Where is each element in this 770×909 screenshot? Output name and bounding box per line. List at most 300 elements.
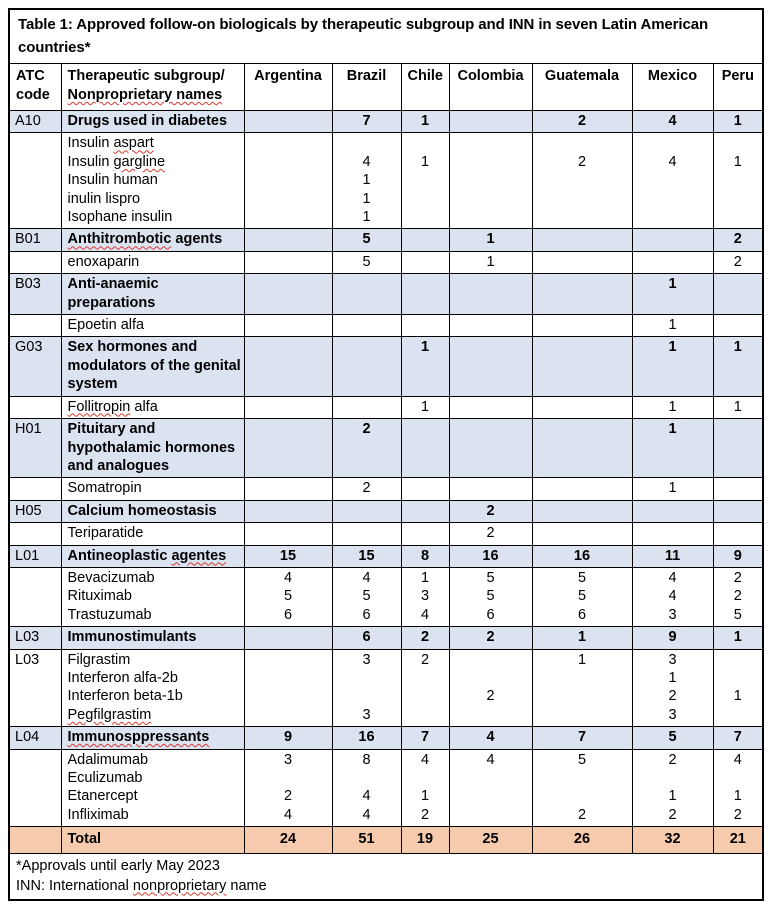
value-line: 2 — [362, 480, 371, 497]
value-cell — [401, 523, 449, 545]
subgroup-name — [68, 275, 238, 293]
atc-code-cell: L03 — [9, 649, 61, 727]
name-cell — [61, 229, 244, 251]
subgroup-name — [68, 502, 238, 520]
subgroup-name — [68, 230, 238, 248]
value-cell: 2 — [449, 500, 532, 522]
atc-code-cell: G03 — [9, 337, 61, 396]
value-cell — [713, 251, 763, 273]
atc-code-cell: L04 — [9, 727, 61, 749]
value-line: 1 — [486, 253, 495, 270]
value-cell: 1 — [632, 274, 713, 315]
inn-name — [68, 398, 238, 416]
value-line — [337, 316, 397, 334]
name-cell — [61, 727, 244, 749]
misspelled-word: Pegfilgrastim — [67, 706, 152, 723]
value-cell — [449, 396, 532, 418]
inn-row — [9, 523, 763, 545]
value-line — [249, 669, 328, 687]
value-cell — [713, 649, 763, 727]
name-cell — [61, 419, 244, 478]
footnote-inn — [16, 876, 756, 896]
atc-code-cell: H01 — [9, 419, 61, 478]
value-line: 4 — [420, 751, 430, 768]
inn-name — [68, 208, 238, 226]
value-line: 3 — [668, 706, 677, 723]
value-line: 1 — [733, 153, 742, 170]
subgroup-name — [67, 357, 241, 375]
text-segment: Adalimumab — [67, 751, 149, 768]
value-line — [454, 806, 528, 824]
value-line: 1 — [668, 788, 677, 805]
value-line — [537, 669, 628, 687]
value-cell — [449, 567, 532, 626]
value-line — [249, 153, 328, 171]
text-segment: INN: International — [16, 877, 133, 894]
value-line — [249, 769, 328, 787]
subgroup-row — [9, 627, 763, 649]
value-line — [337, 524, 397, 542]
value-cell — [244, 315, 332, 337]
value-line: 4 — [668, 153, 677, 170]
value-line: 5 — [577, 751, 587, 768]
name-cell — [61, 251, 244, 273]
col-header-argentina: Argentina — [244, 64, 332, 111]
value-cell — [449, 749, 532, 827]
value-cell — [632, 649, 713, 727]
value-line: 5 — [362, 588, 371, 605]
text-segment: Bevacizumab — [67, 569, 155, 586]
value-cell — [401, 229, 449, 251]
value-line — [249, 651, 328, 669]
name-cell — [61, 478, 244, 500]
value-cell: 2 — [713, 229, 763, 251]
value-line — [454, 208, 528, 226]
value-line — [406, 769, 445, 787]
value-cell — [244, 523, 332, 545]
value-cell — [713, 478, 763, 500]
value-cell: 7 — [713, 727, 763, 749]
value-line — [537, 134, 628, 152]
value-cell: 1 — [632, 337, 713, 396]
value-line — [718, 134, 759, 152]
value-cell — [713, 396, 763, 418]
value-line — [406, 316, 445, 334]
text-segment: Epoetin alfa — [67, 317, 145, 334]
misspelled-word: Immunosppressants — [67, 729, 210, 746]
value-cell — [244, 111, 332, 133]
value-line: 2 — [420, 651, 430, 668]
subgroup-name — [68, 420, 238, 438]
value-cell — [401, 251, 449, 273]
value-cell — [632, 229, 713, 251]
subgroup-name — [68, 439, 238, 457]
value-cell — [713, 133, 763, 229]
value-cell — [713, 315, 763, 337]
value-line: 1 — [420, 153, 430, 170]
value-line: 8 — [362, 751, 371, 768]
name-cell — [61, 523, 244, 545]
value-cell — [632, 567, 713, 626]
value-cell: 1 — [401, 337, 449, 396]
value-line — [537, 787, 628, 805]
value-line — [406, 687, 445, 705]
value-cell — [401, 478, 449, 500]
value-line — [537, 190, 628, 208]
value-line — [537, 208, 628, 226]
value-line: 4 — [362, 806, 371, 823]
value-line: 5 — [577, 569, 587, 586]
value-line: 6 — [362, 606, 371, 623]
text-segment: Sex hormones and — [67, 339, 198, 356]
inn-name — [68, 190, 238, 208]
value-cell — [713, 500, 763, 522]
value-line: 5 — [486, 588, 495, 605]
value-line — [249, 524, 328, 542]
col-header-brazil: Brazil — [332, 64, 401, 111]
value-line — [454, 787, 528, 805]
name-cell — [61, 133, 244, 229]
value-cell — [713, 274, 763, 315]
value-line: 4 — [283, 569, 293, 586]
value-line — [337, 669, 397, 687]
value-line: 1 — [733, 688, 742, 705]
name-cell — [61, 567, 244, 626]
value-cell — [332, 500, 401, 522]
inn-name — [68, 134, 238, 152]
value-cell: 1 — [532, 627, 632, 649]
value-line: 2 — [668, 688, 677, 705]
value-cell — [401, 419, 449, 478]
subgroup-name — [68, 375, 238, 393]
inn-name — [68, 606, 238, 624]
subgroup-row — [9, 337, 763, 396]
text-segment: Immunostimulants — [67, 629, 197, 646]
inn-name — [68, 479, 238, 497]
value-cell — [332, 274, 401, 315]
value-line: 1 — [733, 398, 742, 415]
value-cell: 7 — [332, 111, 401, 133]
value-line — [406, 253, 445, 271]
value-line — [718, 651, 759, 669]
value-cell — [244, 396, 332, 418]
value-cell — [332, 649, 401, 727]
text-segment: Isophane insulin — [67, 209, 173, 226]
value-line — [249, 190, 328, 208]
value-cell — [401, 315, 449, 337]
value-line — [337, 134, 397, 152]
text-segment: Insulin — [67, 153, 114, 170]
value-cell — [532, 523, 632, 545]
value-cell — [632, 251, 713, 273]
value-line — [454, 153, 528, 171]
value-cell: 5 — [332, 229, 401, 251]
value-cell: 15 — [332, 545, 401, 567]
subgroup-row — [9, 419, 763, 478]
value-cell: 51 — [332, 827, 401, 853]
value-line — [406, 208, 445, 226]
subgroup-name — [68, 338, 238, 356]
value-line: 1 — [362, 172, 371, 189]
inn-name — [68, 769, 238, 787]
value-cell: 7 — [401, 727, 449, 749]
approved-biologicals-table — [8, 8, 764, 901]
value-line: 1 — [420, 569, 430, 586]
value-cell — [449, 274, 532, 315]
value-line — [718, 669, 759, 687]
value-cell — [401, 749, 449, 827]
value-line — [454, 190, 528, 208]
value-line — [406, 171, 445, 189]
table-title-line1: Table 1: Approved follow-on biologicals by therapeutic subgroup and INN in seven Latin American — [18, 16, 709, 33]
value-line: 5 — [577, 588, 587, 605]
value-cell — [532, 500, 632, 522]
value-line: 1 — [668, 669, 677, 686]
misspelled-word: Nonproprietary names — [67, 87, 223, 103]
value-line: 4 — [362, 569, 371, 586]
value-cell: 6 — [332, 627, 401, 649]
atc-code-cell: A10 — [9, 111, 61, 133]
value-cell — [401, 133, 449, 229]
value-cell: 16 — [332, 727, 401, 749]
value-cell: 4 — [632, 111, 713, 133]
value-cell — [713, 749, 763, 827]
name-cell — [61, 500, 244, 522]
inn-name — [68, 316, 238, 334]
misspelled-word: Anthitrombotic — [67, 231, 172, 248]
value-cell — [449, 649, 532, 727]
value-cell: 2 — [532, 111, 632, 133]
value-cell — [632, 133, 713, 229]
subgroup-name — [68, 728, 238, 746]
value-cell — [244, 274, 332, 315]
value-line: 1 — [420, 398, 430, 415]
misspelled-word: gargline — [113, 153, 166, 170]
subgroup-name — [68, 112, 238, 130]
value-line: 6 — [486, 606, 495, 623]
value-cell — [532, 315, 632, 337]
inn-name — [68, 806, 238, 824]
atc-code-cell — [9, 478, 61, 500]
inn-name — [68, 569, 238, 587]
name-cell — [61, 545, 244, 567]
value-line: 1 — [577, 651, 587, 668]
value-line — [537, 316, 628, 334]
value-cell — [244, 749, 332, 827]
value-cell — [532, 396, 632, 418]
text-segment: inulin lispro — [67, 190, 141, 207]
name-cell — [61, 649, 244, 727]
value-cell — [244, 649, 332, 727]
value-line — [718, 524, 759, 542]
text-segment: Interferon alfa-2b — [67, 669, 178, 686]
value-line — [537, 398, 628, 416]
value-line: 5 — [362, 253, 371, 270]
value-cell — [244, 419, 332, 478]
value-cell: 9 — [244, 727, 332, 749]
value-cell — [713, 567, 763, 626]
value-cell: 15 — [244, 545, 332, 567]
inn-name — [68, 751, 238, 769]
atc-header-line1: ATC — [16, 68, 45, 84]
text-segment: alfa — [130, 398, 158, 415]
value-line: 3 — [362, 651, 371, 668]
col-header-guatemala: Guatemala — [532, 64, 632, 111]
value-line — [637, 769, 709, 787]
value-cell — [632, 749, 713, 827]
text-segment: Calcium homeostasis — [67, 502, 217, 519]
value-line: 4 — [362, 153, 371, 170]
value-cell: 24 — [244, 827, 332, 853]
text-segment: Pituitary and — [67, 421, 156, 438]
inn-name — [68, 687, 238, 705]
value-cell — [244, 567, 332, 626]
atc-code-cell — [9, 396, 61, 418]
atc-code-cell: B01 — [9, 229, 61, 251]
value-line: 3 — [668, 651, 677, 668]
name-cell — [61, 274, 244, 315]
subgroup-row — [9, 274, 763, 315]
value-cell — [632, 523, 713, 545]
value-line — [718, 479, 759, 497]
name-cell — [61, 396, 244, 418]
value-line: 5 — [486, 569, 495, 586]
value-cell — [532, 229, 632, 251]
value-line — [406, 669, 445, 687]
text-segment: preparations — [67, 294, 156, 311]
inn-name — [68, 153, 238, 171]
inn-row — [9, 133, 763, 229]
value-cell — [532, 749, 632, 827]
text-segment: Eculizumab — [67, 770, 143, 786]
subgroup-name — [68, 628, 238, 646]
name-cell — [61, 315, 244, 337]
value-cell: 8 — [401, 545, 449, 567]
subgroup-name — [68, 547, 238, 565]
text-segment: name — [226, 877, 267, 894]
atc-code-cell — [9, 251, 61, 273]
value-cell — [401, 500, 449, 522]
value-line: 4 — [668, 588, 677, 605]
text-segment: Total — [67, 831, 102, 848]
value-line — [537, 769, 628, 787]
text-segment: Insulin human — [67, 172, 158, 189]
value-cell — [244, 627, 332, 649]
value-line: 2 — [668, 806, 677, 823]
value-line: 2 — [486, 688, 495, 705]
value-cell — [632, 396, 713, 418]
atc-code-cell — [9, 749, 61, 827]
text-segment: Trastuzumab — [67, 606, 152, 623]
value-cell — [401, 567, 449, 626]
value-line — [406, 134, 445, 152]
value-cell — [449, 133, 532, 229]
value-line — [249, 208, 328, 226]
value-cell — [244, 337, 332, 396]
inn-row — [9, 315, 763, 337]
value-cell: 1 — [632, 419, 713, 478]
value-cell: 9 — [713, 545, 763, 567]
atc-code-cell — [9, 315, 61, 337]
value-line — [454, 669, 528, 687]
value-cell — [244, 478, 332, 500]
value-cell — [332, 133, 401, 229]
value-line: 1 — [668, 398, 677, 415]
column-header-row — [9, 64, 763, 111]
value-line — [637, 524, 709, 542]
value-line — [454, 171, 528, 189]
value-line: 2 — [283, 788, 293, 805]
name-cell — [61, 337, 244, 396]
atc-code-cell — [9, 133, 61, 229]
value-cell: 21 — [713, 827, 763, 853]
atc-code-cell: H05 — [9, 500, 61, 522]
value-cell: 26 — [532, 827, 632, 853]
inn-name — [68, 787, 238, 805]
value-line — [637, 208, 709, 226]
col-header-colombia: Colombia — [449, 64, 532, 111]
value-line — [454, 651, 528, 669]
value-cell: 5 — [632, 727, 713, 749]
subgroup-row — [9, 727, 763, 749]
text-segment: Teriparatide — [67, 525, 144, 542]
misspelled-word: aspart — [113, 135, 154, 152]
text-segment: Infliximab — [67, 806, 129, 823]
inn-name — [68, 587, 238, 605]
subgroup-row — [9, 111, 763, 133]
table-title-line2: countries* — [18, 39, 91, 56]
value-line: 4 — [283, 806, 293, 823]
value-cell: 9 — [632, 627, 713, 649]
value-line — [637, 253, 709, 271]
atc-code-cell: B03 — [9, 274, 61, 315]
value-line: 2 — [733, 253, 742, 270]
value-line: 4 — [420, 606, 430, 623]
footnote-row — [9, 853, 763, 900]
subgroup-row — [9, 500, 763, 522]
value-line: 2 — [420, 806, 430, 823]
value-line — [406, 524, 445, 542]
value-line: 2 — [668, 751, 677, 768]
atc-code-cell — [9, 567, 61, 626]
value-cell — [532, 274, 632, 315]
value-line — [454, 769, 528, 787]
value-cell — [332, 567, 401, 626]
value-cell — [532, 567, 632, 626]
value-line: 2 — [577, 806, 587, 823]
value-cell: 25 — [449, 827, 532, 853]
value-line — [406, 479, 445, 497]
value-cell: 11 — [632, 545, 713, 567]
value-line — [337, 769, 397, 787]
value-cell — [244, 500, 332, 522]
value-line: 4 — [733, 751, 742, 768]
value-line: 5 — [283, 588, 293, 605]
value-line — [454, 398, 528, 416]
text-segment: agents — [171, 231, 223, 248]
footnote-approvals: *Approvals until early May 2023 — [16, 857, 220, 874]
subgroup-name — [68, 830, 238, 848]
value-line — [537, 171, 628, 189]
name-cell — [61, 111, 244, 133]
value-cell — [332, 251, 401, 273]
text-segment: Somatropin — [67, 480, 142, 497]
value-line — [454, 134, 528, 152]
value-cell: 2 — [401, 627, 449, 649]
value-line: 4 — [668, 569, 677, 586]
atc-header-line2: code — [16, 87, 50, 103]
value-line: 2 — [733, 569, 742, 586]
